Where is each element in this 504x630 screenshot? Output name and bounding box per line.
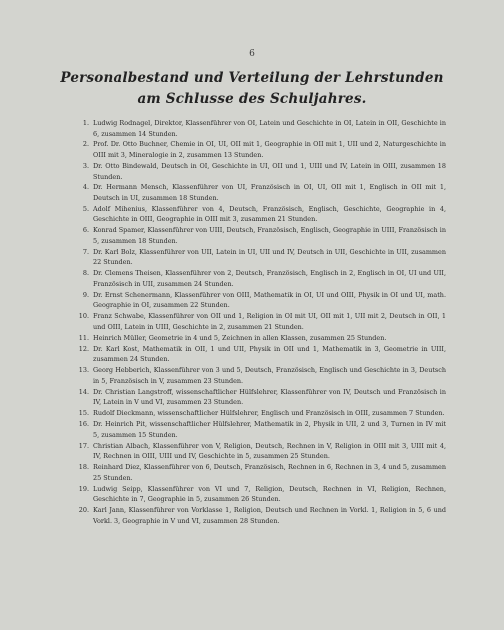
item-text: Rudolf Dieckmann, wissenschaftlicher Hülfslehrer, Englisch und Französisch in OIII, zusammen 7 Stunden. xyxy=(93,409,445,418)
list-item xyxy=(76,344,446,365)
item-number: 9. xyxy=(82,290,89,299)
item-number: 18. xyxy=(78,463,89,472)
list-item xyxy=(76,118,446,139)
item-text: Dr. Karl Kost, Mathematik in OII, 1 und UII, Physik in OII und 1, Mathematik in 3, Geometrie in UIII, zusammen 24 Stunden. xyxy=(93,344,446,364)
item-number: 6. xyxy=(82,226,89,235)
list-item xyxy=(76,161,446,182)
list-item xyxy=(76,311,446,332)
item-number: 7. xyxy=(82,247,89,256)
item-number: 11. xyxy=(78,333,89,342)
item-text: Dr. Christian Langstroff, wissenschaftlicher Hülfslehrer, Klassenführer von IV, Deutsch und Französisch in IV, Latein in V und VI, zusammen 23 Stunden. xyxy=(93,387,446,407)
item-text: Karl Jann, Klassenführer von Vorklasse 1, Religion, Deutsch und Rechnen in Vorkl. 1, Religion in 5, 6 und Vorkl. 3, Geographie in V und VI, zusammen 28 Stunden. xyxy=(93,506,446,525)
item-text: Christian Albach, Klassenführer von V, Religion, Deutsch, Rechnen in V, Religion in OIII mit 3, UIII mit 4, IV, Rechnen in OIII, UIII und IV, Geschichte in 5, zusammen 25 Stunden. xyxy=(93,441,446,461)
list-item xyxy=(76,365,446,386)
item-text: Prof. Dr. Otto Buchner, Chemie in OI, UI, OII mit 1, Geographie in OII mit 1, UII und 2, Naturgeschichte in OIII mit 3, Mineralogie in 2, zusammen 13 Stunden. xyxy=(93,140,446,160)
list-item xyxy=(76,333,446,344)
item-number: 4. xyxy=(82,183,89,192)
item-text: Dr. Clemens Theisen, Klassenführer von 2, Deutsch, Französisch, Englisch in 2, Englisch in OI, UI und UII, Französisch in UII, zusammen 24 Stunden. xyxy=(93,269,446,288)
item-number: 1. xyxy=(82,119,89,127)
list-item xyxy=(76,462,446,483)
item-text: Franz Schwabe, Klassenführer von OII und 1, Religion in OI mit UI, OII mit 1, UII mit 2, Deutsch in OII, 1 und OIII, Latein in UIII, Geschichte in 2, zusammen 21 Stunden. xyxy=(93,312,446,331)
list-item xyxy=(76,290,446,311)
page-number: 6 xyxy=(249,49,255,59)
list-item xyxy=(76,387,446,408)
list-item xyxy=(76,505,446,526)
item-number: 15. xyxy=(78,409,89,418)
item-text: Heinrich Müller, Geometrie in 4 und 5, Zeichnen in allen Klassen, zusammen 25 Stunden. xyxy=(93,333,387,342)
item-text: Dr. Ernst Schenermann, Klassenführer von OIII, Mathematik in OI, UI und OIII, Physik in OI und UI, math. Geographie in OI, zusammen 22 Stunden. xyxy=(93,290,446,310)
list-item xyxy=(76,225,446,246)
item-number: 14. xyxy=(78,387,89,396)
item-number: 20. xyxy=(78,506,89,515)
item-number: 13. xyxy=(78,366,89,375)
item-text: Dr. Otto Bindewald, Deutsch in OI, Geschichte in UI, OII und 1, UIII und IV, Latein in OIII, zusammen 18 Stunden. xyxy=(93,161,446,181)
item-number: 10. xyxy=(78,312,89,321)
list-item xyxy=(76,408,446,419)
list-item xyxy=(76,182,446,203)
item-text: Reinhard Diez, Klassenführer von 6, Deutsch, Französisch, Rechnen in 6, Rechnen in 3, 4 und 5, zusammen 25 Stunden. xyxy=(93,463,446,482)
item-number: 12. xyxy=(78,344,89,353)
item-number: 3. xyxy=(82,161,89,170)
item-number: 5. xyxy=(82,204,89,213)
list-item xyxy=(76,204,446,225)
item-text: Konrad Spamer, Klassenführer von UIII, Deutsch, Französisch, Englisch, Geographie in UIII, Französisch in 5, zusammen 18 Stunden. xyxy=(93,226,446,245)
item-number: 17. xyxy=(78,441,89,450)
list-item xyxy=(76,441,446,462)
item-text: Georg Hebberich, Klassenführer von 3 und 5, Deutsch, Französisch, Englisch und Geschichte in 3, Deutsch in 5, Französisch in V, zusammen 23 Stunden. xyxy=(93,366,446,385)
page-title: Personalbestand und Verteilung der Lehrstunden xyxy=(60,70,444,86)
item-text: Dr. Heinrich Pit, wissenschaftlicher Hülfslehrer, Mathematik in 2, Physik in UII, 2 und 3, Turnen in IV mit 5, zusammen 15 Stunden. xyxy=(93,420,446,439)
list-item xyxy=(76,484,446,505)
item-text: Adolf Mihenius, Klassenführer von 4, Deutsch, Französisch, Englisch, Geschichte, Geographie in 4, Geschichte in OIII, Geographie in OIII mit 3, zusammen 21 Stunden. xyxy=(93,204,446,224)
item-text: Ludwig Seipp, Klassenführer von VI und 7, Religion, Deutsch, Rechnen in VI, Religion, Rechnen, Geschichte in 7, Geographie in 5, zusammen 26 Stunden. xyxy=(93,484,446,504)
staff-list xyxy=(76,118,446,527)
item-number: 8. xyxy=(82,269,89,278)
item-text: Ludwig Rodnagel, Direktor, Klassenführer von OI, Latein und Geschichte in OI, Latein in OII, Geschichte in 6, zusammen 14 Stunden. xyxy=(93,119,446,138)
list-item xyxy=(76,268,446,289)
item-text: Dr. Hermann Mensch, Klassenführer von UI, Französisch in OI, UI, OII mit 1, Englisch in OII mit 1, Deutsch in UI, zusammen 18 Stunden. xyxy=(93,183,446,202)
item-number: 19. xyxy=(78,484,89,493)
list-item xyxy=(76,139,446,160)
list-item xyxy=(76,419,446,440)
list-item xyxy=(76,247,446,268)
item-number: 16. xyxy=(78,420,89,429)
page-subtitle: am Schlusse des Schuljahres. xyxy=(137,91,367,107)
item-number: 2. xyxy=(82,140,89,149)
item-text: Dr. Karl Bolz, Klassenführer von UII, Latein in UI, UII und IV, Deutsch in UII, Geschichte in UII, zusammen 22 Stunden. xyxy=(93,247,446,267)
